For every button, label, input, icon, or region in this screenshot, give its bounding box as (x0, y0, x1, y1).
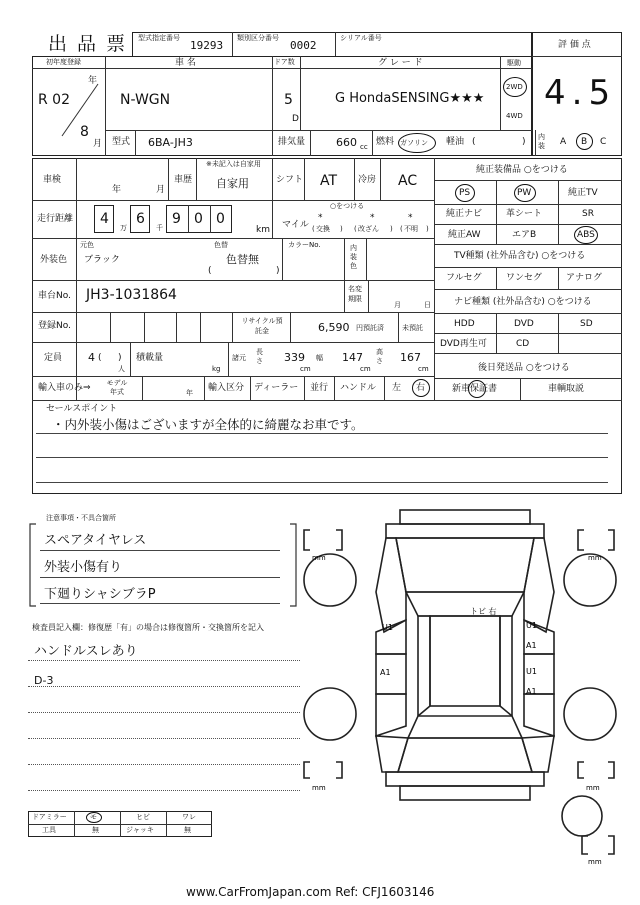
navi-dvd: DVD (514, 319, 534, 329)
model-year-label: モデル年式 (106, 379, 128, 396)
class-label: 類別区分番号 (237, 34, 279, 42)
doors-label: ドア数 (274, 58, 295, 66)
mileage-digit: 0 (216, 211, 225, 227)
sheet-title: 出 品 票 (48, 33, 128, 55)
tire-mm-label: mm (312, 784, 326, 792)
drive-2wd: 2WD (506, 83, 523, 91)
fuel-diesel: 軽油 (446, 137, 465, 147)
tv-one: ワンセグ (506, 273, 543, 283)
acc-tools-value: 無 (92, 826, 99, 834)
docs-manual: 車輌取説 (548, 384, 585, 394)
color-label: 外装色 (40, 255, 68, 265)
mileage-opt-exchange: 交換 (316, 225, 330, 233)
import-label: 輸入車のみ⇒ (38, 383, 91, 393)
mileage-digits: 4 万 6 千 9 0 0 (82, 205, 252, 233)
ac-value: AC (398, 173, 418, 189)
recycle-label: リサイクル預託金 (241, 317, 283, 335)
displacement-value: 660 (336, 136, 357, 149)
recycle-none: 未預託 (402, 324, 423, 332)
capacity-label: 定員 (44, 353, 63, 363)
docs-warranty: 新車保証書 (452, 384, 498, 394)
tv-title: TV種類 (社外品含む) ○をつける (454, 251, 586, 261)
acc-crack: ヒビ (136, 813, 150, 821)
tire-mm-label: mm (588, 554, 602, 562)
grade-value: G HondaSENSING★★★ (335, 91, 485, 106)
inspector-item: D-3 (34, 674, 54, 687)
damage-mark: A1 (526, 687, 537, 696)
acc-tools: 工具 (42, 826, 56, 834)
damage-mark: U1 (526, 667, 537, 676)
capacity-value: 4 (88, 351, 95, 364)
damage-mark: A1 (526, 641, 537, 650)
fuel-label: 燃料 (376, 137, 395, 147)
inspector-label: 検査員記入欄：修復歴「有」の場合は修復箇所・交換箇所を記入 (32, 623, 264, 632)
interior-a: A (560, 137, 567, 147)
drive-label: 駆動 (507, 59, 521, 67)
reg-label: 登録No. (38, 321, 71, 331)
displacement-label: 排気量 (278, 137, 306, 147)
recycle-value: 6,590 (318, 321, 350, 334)
mileage-digit: 0 (194, 211, 203, 227)
mileage-digit: 6 (136, 211, 145, 227)
equip-tv: 純正TV (568, 188, 598, 198)
interior-b: B (581, 137, 588, 147)
car-name-value: N-WGN (120, 92, 171, 108)
model-value: 6BA-JH3 (148, 136, 193, 149)
acc-break: ワレ (182, 813, 196, 821)
chassis-label: 車台No. (38, 291, 71, 301)
footer-watermark: www.CarFromJapan.com Ref: CFJ1603146 (186, 885, 435, 899)
color-orig-label: 元色 (80, 241, 94, 249)
height-label: 高さ (376, 348, 383, 365)
mileage-opt-tamper: 改ざん (358, 225, 379, 233)
note-item: 外装小傷有り (44, 560, 123, 575)
equip-abs: ABS (577, 230, 595, 240)
damage-mark: A1 (380, 668, 391, 677)
color-orig-value: ブラック (84, 255, 120, 265)
ac-label: 冷房 (358, 175, 377, 185)
mileage-digit: 4 (100, 211, 109, 227)
car-diagram (300, 500, 630, 870)
interior-c: C (600, 137, 607, 147)
mileage-note: ○をつける (330, 202, 365, 210)
car-name-label: 車 名 (175, 58, 196, 68)
handle-right: 右 (416, 383, 426, 393)
handle-label: ハンドル (340, 383, 377, 393)
navi-title: ナビ種類 (社外品含む) ○をつける (454, 297, 592, 307)
color-change-label: 色替 (214, 241, 228, 249)
docs-title: 後日発送品 ○をつける (478, 363, 570, 373)
note-item: スペアタイヤレス (44, 533, 147, 548)
color-no-label: カラーNo. (288, 241, 321, 249)
fuel-gasoline: ガソリン (400, 139, 428, 147)
damage-mark: U1 (526, 621, 537, 630)
navi-cd: CD (516, 339, 530, 349)
tire-mm-label: mm (588, 858, 602, 866)
mileage-opt-unknown: 不明 (404, 225, 418, 233)
navi-sd: SD (580, 319, 593, 329)
drive-4wd: 4WD (506, 112, 523, 120)
name-change-label: 名変期限 (348, 285, 362, 303)
equip-aw: 純正AW (448, 230, 481, 240)
interior-color-label: 内装色 (350, 244, 357, 270)
equip-leather: 革シート (506, 209, 543, 219)
chassis-value: JH3-1031864 (86, 287, 177, 303)
length-label: 長さ (256, 348, 263, 365)
inspector-item: ハンドルスレあり (34, 644, 138, 659)
shift-label: シフト (276, 175, 304, 185)
equip-navi: 純正ナビ (446, 209, 483, 219)
interior-label: 内装 (538, 133, 545, 150)
history-note: ※未記入は自家用 (206, 160, 261, 168)
height-value: 167 (400, 351, 421, 364)
damage-mark: U1 (382, 623, 393, 632)
shift-value: AT (320, 173, 338, 189)
mileage-digit: 9 (172, 211, 181, 227)
note-item: 下廻りシャシブラP (44, 587, 156, 602)
acc-jack: ジャッキ (126, 826, 154, 834)
score-value: 4.5 (544, 73, 617, 113)
acc-jack-value: 無 (184, 826, 191, 834)
class-value: 0002 (290, 39, 317, 52)
history-value: 自家用 (216, 177, 249, 190)
notes-label: 注意事項・不具合箇所 (46, 514, 116, 522)
acc-mirror: ドアミラー (32, 813, 67, 821)
sales-point-text: ・内外装小傷はございますが全体的に綺麗なお車です。 (52, 417, 364, 432)
first-reg-label: 初年度登録 (46, 58, 81, 66)
equip-ps: PS (459, 188, 471, 198)
score-label: 評 価 点 (558, 40, 591, 50)
mileage-opt-mile: マイル (282, 220, 309, 230)
tire-mm-label: mm (586, 784, 600, 792)
navi-hdd: HDD (454, 319, 475, 329)
grade-label: グ レ ー ド (378, 58, 423, 68)
import-type-label: 輸入区分 (208, 383, 245, 393)
equip-pw: PW (517, 188, 532, 198)
width-label: 幅 (316, 354, 323, 362)
handle-left: 左 (392, 383, 402, 393)
doors-value: 5 (284, 92, 293, 108)
history-label: 車歴 (174, 175, 193, 185)
width-value: 147 (342, 351, 363, 364)
type-spec-value: 19293 (190, 39, 224, 52)
acc-motor: モ (90, 813, 97, 821)
length-value: 339 (284, 351, 305, 364)
import-dealer: ディーラー (254, 383, 299, 393)
tv-full: フルセグ (446, 273, 482, 283)
type-spec-label: 型式指定番号 (138, 34, 180, 42)
load-label: 積載量 (136, 353, 164, 363)
navi-dvd-play: DVD再生可 (440, 339, 487, 349)
dims-label: 諸元 (232, 354, 246, 362)
damage-mark: トビ 右 (470, 607, 497, 616)
sales-point-label: セールスポイント (46, 404, 118, 414)
import-parallel: 並行 (310, 383, 329, 393)
equipment-title: 純正装備品 ○をつける (476, 165, 568, 175)
color-change-value: 色替無 (226, 253, 259, 266)
first-reg-month: 8 (80, 124, 89, 140)
equip-sr: SR (582, 209, 594, 219)
tire-mm-label: mm (312, 554, 326, 562)
shaken-label: 車検 (43, 175, 62, 185)
first-reg-era: R 02 (38, 92, 70, 108)
equip-airbag: エアB (512, 230, 537, 240)
model-label: 型式 (112, 137, 131, 147)
serial-label: シリアル番号 (340, 34, 382, 42)
tv-analog: アナログ (566, 273, 603, 283)
mileage-label: 走行距離 (37, 214, 74, 224)
